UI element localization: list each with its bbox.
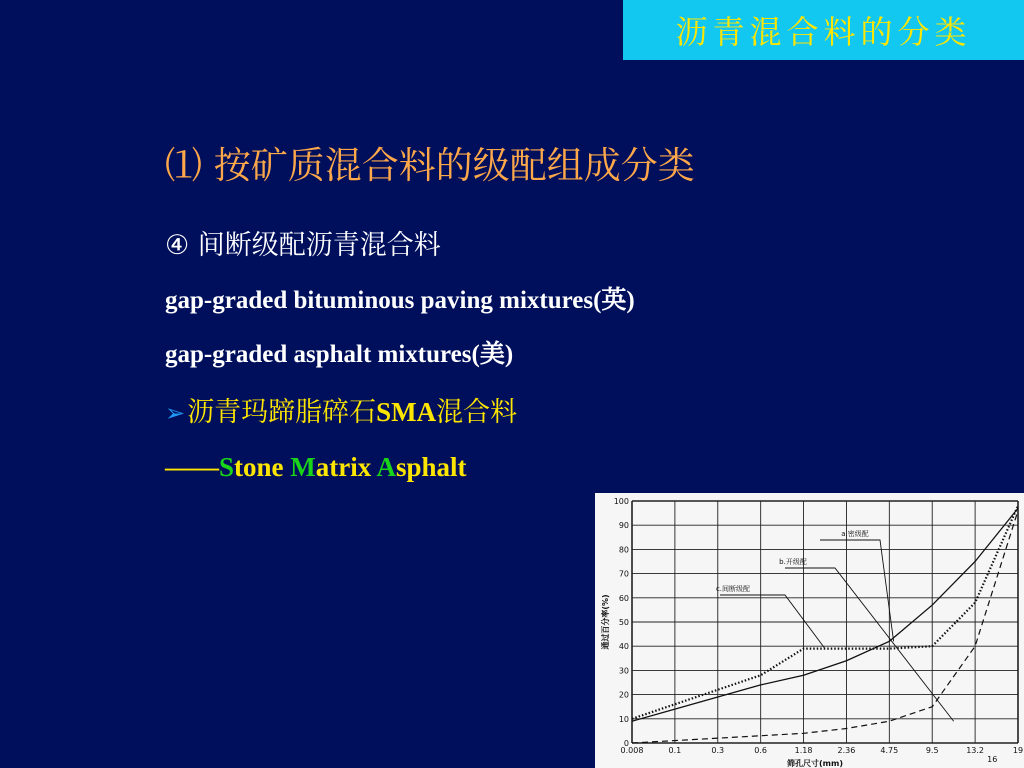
- english-term-us: gap-graded asphalt mixtures(美): [165, 341, 514, 368]
- sma-bullet-tail: 混合料: [436, 397, 518, 428]
- y-tick-label: 40: [618, 642, 629, 652]
- sma-acronym: SMA: [376, 397, 437, 427]
- y-tick-label: 60: [618, 593, 629, 603]
- legend-label: c.间断级配: [715, 585, 751, 593]
- sma-word-stone: tone: [234, 452, 291, 482]
- x-tick-label: 2.36: [837, 746, 856, 755]
- y-tick-label: 50: [618, 618, 629, 627]
- sma-initial-s: S: [219, 452, 235, 482]
- x-tick-label: 4.75: [880, 746, 899, 755]
- y-tick-label: 100: [613, 497, 629, 506]
- series-line-2: [632, 511, 1018, 743]
- english-term-uk: gap-graded bituminous paving mixtures(英): [165, 287, 635, 314]
- sma-dash: ——: [165, 452, 219, 482]
- sma-bullet-text: 沥青玛蹄脂碎石: [187, 397, 377, 428]
- sma-word-matrix: atrix: [315, 452, 377, 482]
- sma-initial-m: M: [290, 452, 316, 482]
- y-tick-label: 90: [618, 521, 629, 531]
- sma-expansion: [165, 452, 467, 483]
- x-extra-tick-label: 16: [987, 755, 998, 764]
- sma-bullet: [165, 390, 517, 429]
- x-tick-label: 1.18: [794, 746, 813, 755]
- legend-label: a.密级配: [841, 530, 869, 538]
- x-tick-label: 13.2: [966, 746, 985, 755]
- x-tick-label: 0.6: [754, 746, 768, 755]
- series-line-3: [632, 506, 1018, 719]
- y-tick-label: 20: [618, 690, 629, 700]
- arrow-bullet-icon: ➢: [165, 399, 186, 427]
- gradation-chart: [595, 493, 1024, 768]
- x-tick-label: 0.1: [668, 746, 682, 755]
- legend-callout-line: [820, 540, 894, 641]
- x-tick-label: 0.008: [620, 746, 644, 755]
- y-tick-label: 80: [618, 545, 629, 555]
- y-tick-label: 10: [618, 714, 629, 724]
- slide-title: 沥青混合料的分类: [675, 13, 972, 51]
- x-tick-label: 0.3: [711, 746, 725, 755]
- y-tick-label: 30: [618, 666, 629, 676]
- y-tick-label: 70: [618, 569, 629, 579]
- legend-label: b.开级配: [779, 558, 807, 566]
- y-tick-label: 0: [623, 739, 629, 748]
- slide-title-box: [623, 0, 1024, 60]
- x-tick-label: 9.5: [925, 746, 939, 755]
- y-axis-label: 通过百分率(%): [601, 594, 610, 650]
- gradation-chart-svg: [595, 493, 1024, 768]
- subsection-heading: ④ 间断级配沥青混合料: [165, 230, 441, 261]
- sma-initial-a: A: [376, 452, 397, 482]
- x-tick-label: 19: [1012, 746, 1024, 755]
- x-axis-label: 筛孔尺寸(mm): [787, 759, 843, 768]
- sma-word-asphalt: sphalt: [396, 452, 467, 482]
- legend-callout-line: [785, 568, 954, 721]
- section-heading: ⑴ 按矿质混合料的级配组成分类: [165, 144, 695, 187]
